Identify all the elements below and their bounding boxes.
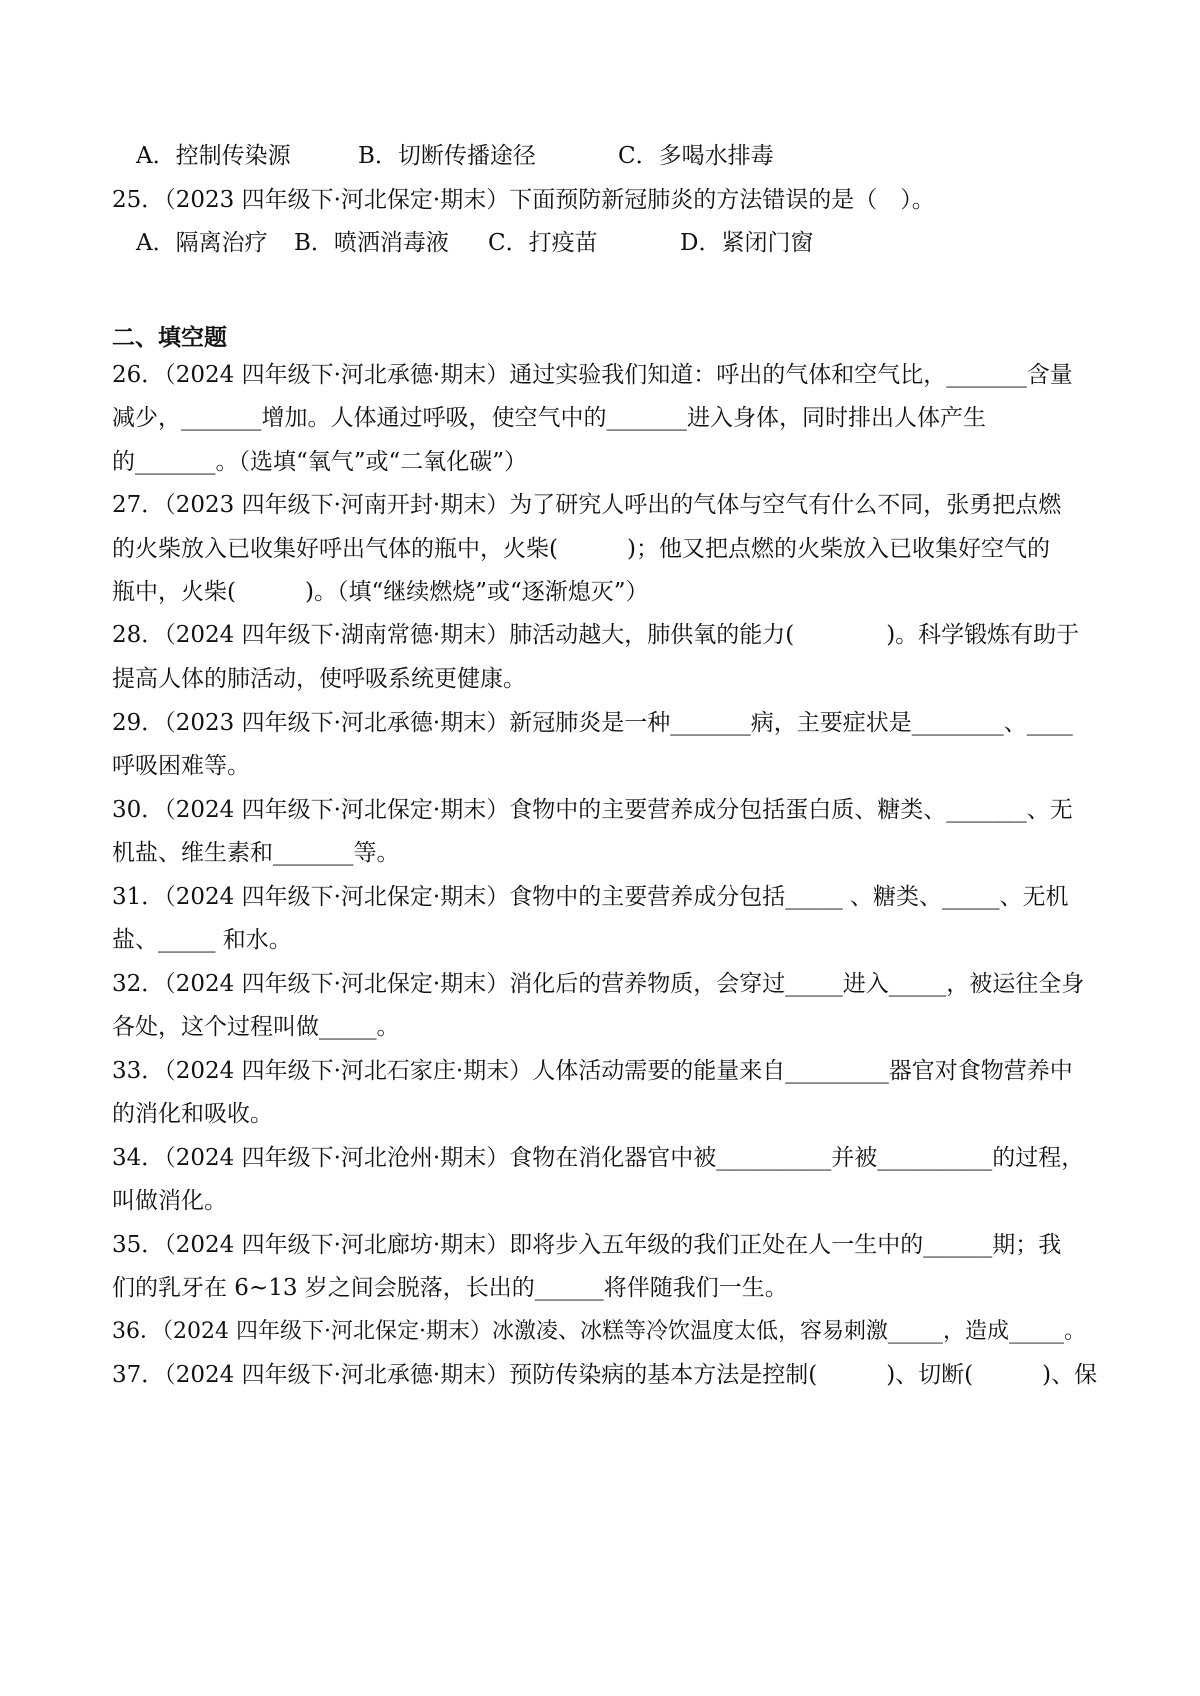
q28-line-1: 28．（2024 四年级下·湖南常德·期末）肺活动越大，肺供氧的能力( )。科学锻炼有助于 (112, 622, 1080, 648)
q35-line-1: 35．（2024 四年级下·河北廊坊·期末）即将步入五年级的我们正处在人一生中的______期；我 (112, 1232, 1062, 1258)
q24-option-c: C．多喝水排毒 (618, 143, 774, 169)
q30-line-2: 机盐、维生素和_______等。 (112, 840, 400, 866)
q24-option-b: B．切断传播途径 (358, 143, 536, 169)
q31-line-1: 31．（2024 四年级下·河北保定·期末）食物中的主要营养成分包括_____ 、糖类、_____、无机 (112, 884, 1069, 910)
q34-line-1: 34．（2024 四年级下·河北沧州·期末）食物在消化器官中被__________并被__________的过程， (112, 1145, 1085, 1171)
q33-line-2: 的消化和吸收。 (112, 1101, 273, 1127)
q25-option-b: B．喷洒消毒液 (294, 230, 449, 256)
q34-line-2: 叫做消化。 (112, 1188, 227, 1214)
q37-line-1: 37．（2024 四年级下·河北承德·期末）预防传染病的基本方法是控制( )、切断( )、保 (112, 1362, 1098, 1388)
q26-line-2: 减少，_______增加。人体通过呼吸，使空气中的_______进入身体，同时排出人体产生 (112, 405, 986, 431)
section-title: 二、填空题 (112, 324, 227, 351)
q29-line-1: 29．（2023 四年级下·河北承德·期末）新冠肺炎是一种_______病，主要症状是________、____ (112, 710, 1073, 736)
q27-line-3: 瓶中，火柴( )。（填“继续燃烧”或“逐渐熄灭”） (112, 579, 649, 605)
q26-line-1: 26．（2024 四年级下·河北承德·期末）通过实验我们知道：呼出的气体和空气比，_______含量 (112, 362, 1073, 388)
q27-line-1: 27．（2023 四年级下·河南开封·期末）为了研究人呼出的气体与空气有什么不同，张勇把点燃 (112, 492, 1062, 518)
q32-line-1: 32．（2024 四年级下·河北保定·期末）消化后的营养物质，会穿过_____进入_____，被运往全身 (112, 971, 1085, 997)
q26-line-3: 的_______。（选填“氧气”或“二氧化碳”） (112, 449, 528, 475)
q25-option-a: A．隔离治疗 (136, 230, 268, 256)
q24-option-a: A．控制传染源 (136, 143, 291, 169)
q35-line-2: 们的乳牙在 6~13 岁之间会脱落，长出的______将伴随我们一生。 (112, 1275, 788, 1301)
q29-line-2: 呼吸困难等。 (112, 753, 250, 779)
q33-line-1: 33．（2024 四年级下·河北石家庄·期末）人体活动需要的能量来自_________器官对食物营养中 (112, 1058, 1073, 1084)
q30-line-1: 30．（2024 四年级下·河北保定·期末）食物中的主要营养成分包括蛋白质、糖类、_______、无 (112, 797, 1073, 823)
q36-line-1: 36．（2024 四年级下·河北保定·期末）冰激凌、冰糕等冷饮温度太低，容易刺激_____，造成_____。 (112, 1319, 1086, 1344)
q28-line-2: 提高人体的肺活动，使呼吸系统更健康。 (112, 666, 526, 692)
q31-line-2: 盐、_____ 和水。 (112, 927, 292, 953)
q25-stem: 25．（2023 四年级下·河北保定·期末）下面预防新冠肺炎的方法错误的是（ ）。 (112, 187, 935, 213)
q32-line-2: 各处，这个过程叫做_____。 (112, 1014, 400, 1040)
q25-option-c: C．打疫苗 (488, 230, 598, 256)
q27-line-2: 的火柴放入已收集好呼出气体的瓶中，火柴( )；他又把点燃的火柴放入已收集好空气的 (112, 536, 1050, 562)
q25-option-d: D．紧闭门窗 (680, 230, 814, 256)
